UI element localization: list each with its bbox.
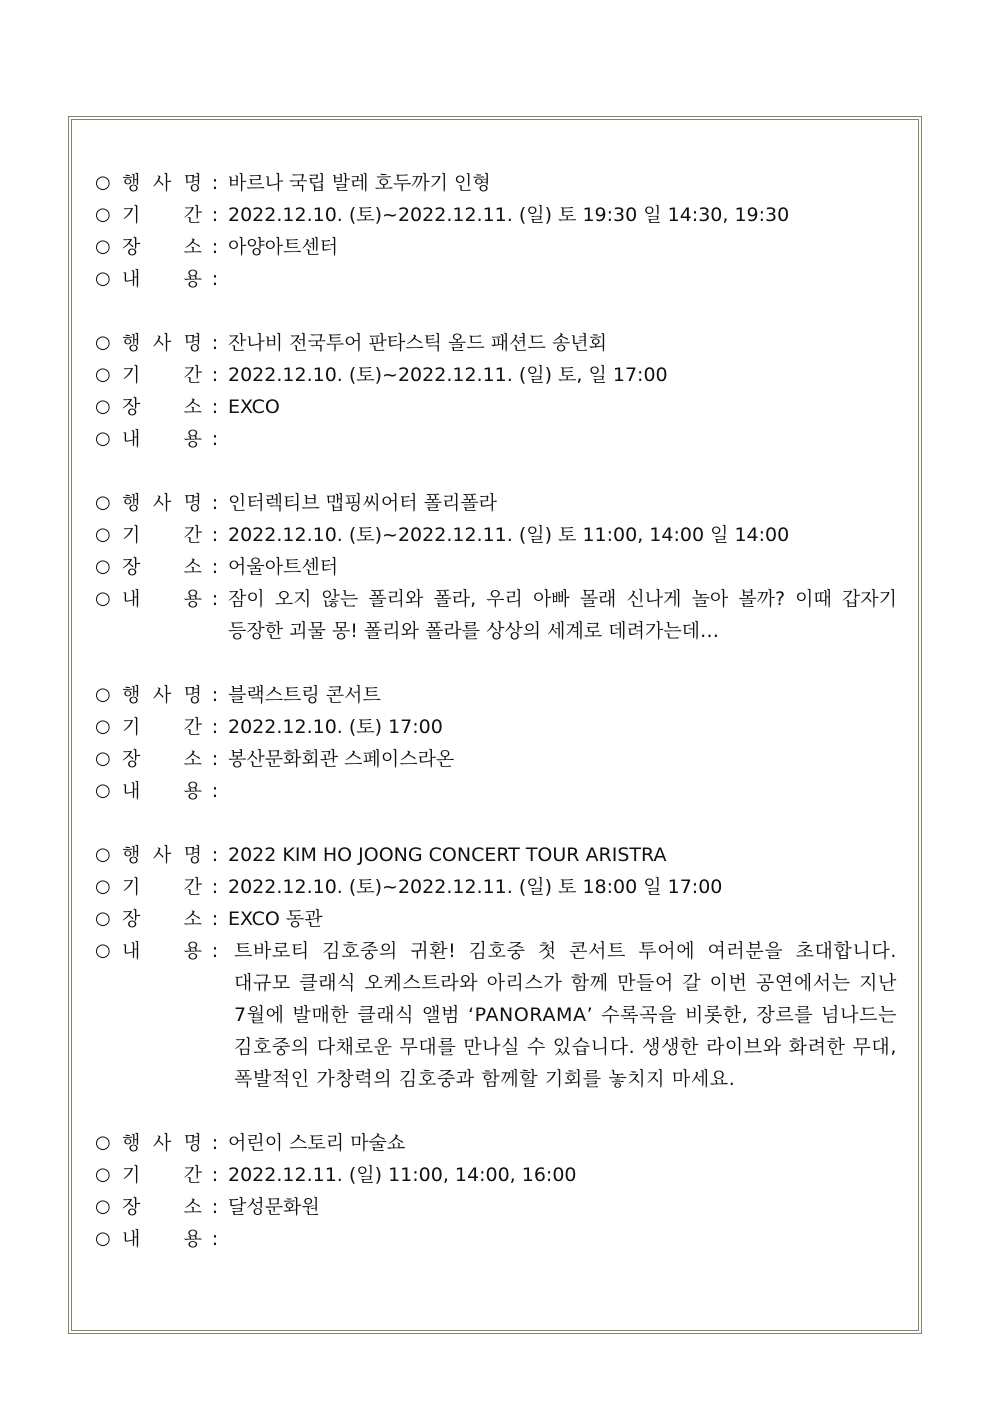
colon-separator: : (211, 1164, 219, 1186)
event-name-value: 2022 KIM HO JOONG CONCERT TOUR ARISTRA (228, 844, 667, 866)
event-place-value: 어울아트센터 (228, 556, 339, 578)
event-place-row (95, 231, 897, 263)
label-char: 간 (183, 524, 202, 546)
label-char: 내 (122, 1228, 141, 1250)
label-char: 명 (183, 172, 202, 194)
event-place-label (122, 1191, 202, 1223)
event-place-label (122, 903, 202, 935)
colon-separator: : (211, 492, 219, 514)
event-place-label (122, 231, 202, 263)
label-char: 사 (152, 172, 172, 194)
circle-bullet-icon: ○ (95, 396, 111, 417)
event-period-value: 2022.12.10. (토) 17:00 (228, 716, 443, 738)
circle-bullet-icon: ○ (95, 1164, 111, 1185)
label-char: 용 (183, 780, 202, 802)
circle-bullet-icon: ○ (95, 1132, 111, 1153)
circle-bullet-icon: ○ (95, 332, 111, 353)
label-char: 내 (122, 780, 141, 802)
event-period-value: 2022.12.10. (토)~2022.12.11. (일) 토, 일 17:00 (228, 364, 668, 386)
event-period-value: 2022.12.10. (토)~2022.12.11. (일) 토 19:30 일 14:30, 19:30 (228, 204, 790, 226)
label-char: 기 (122, 716, 141, 738)
circle-bullet-icon: ○ (95, 780, 111, 801)
colon-separator: : (211, 1196, 219, 1218)
event-period-label (122, 711, 202, 743)
event-content-value: 트바로티 김호중의 귀환! 김호중 첫 콘서트 투어에 여러분을 초대합니다. 대규모 클래식 오케스트라와 아리스가 함께 만들어 갈 이번 공연에서는 지난 7월에 발매한 클래식 앨범 ‘PANORAMA’ 수록곡을 비롯한, 장르를 넘나드는 김호중의 다채로운 무대를 만나실 수 있습니다. 생생한 라이브와 화려한 무대, 폭발적인 가창력의 김호중과 함께할 기회를 놓치지 마세요. (234, 940, 897, 1090)
label-char: 소 (183, 908, 202, 930)
label-char: 용 (183, 268, 202, 290)
circle-bullet-icon: ○ (95, 1228, 111, 1249)
label-char: 간 (183, 876, 202, 898)
colon-separator: : (211, 428, 219, 450)
label-char: 사 (152, 684, 172, 706)
circle-bullet-icon: ○ (95, 172, 111, 193)
circle-bullet-icon: ○ (95, 236, 111, 257)
circle-bullet-icon: ○ (95, 268, 111, 289)
event-name-row (95, 327, 897, 359)
colon-separator: : (211, 716, 219, 738)
colon-separator: : (211, 556, 219, 578)
event-list (95, 167, 897, 1287)
event-place-row (95, 743, 897, 775)
event-content-label (122, 583, 202, 615)
circle-bullet-icon: ○ (95, 204, 111, 225)
event-content-row (95, 263, 897, 295)
event-name-row (95, 839, 897, 871)
label-char: 사 (152, 332, 172, 354)
label-char: 명 (183, 332, 202, 354)
circle-bullet-icon: ○ (95, 684, 111, 705)
event-period-row (95, 1159, 897, 1191)
label-char: 장 (122, 236, 141, 258)
event-place-value: 달성문화원 (228, 1196, 320, 1218)
label-char: 행 (122, 332, 141, 354)
label-char: 소 (183, 396, 202, 418)
circle-bullet-icon: ○ (95, 876, 111, 897)
event-period-row (95, 519, 897, 551)
colon-separator: : (211, 748, 219, 770)
circle-bullet-icon: ○ (95, 748, 111, 769)
label-char: 명 (183, 492, 202, 514)
event-content-value: 잠이 오지 않는 폴리와 폴라, 우리 아빠 몰래 신나게 놀아 볼까? 이때 갑자기 등장한 괴물 몽! 폴리와 폴라를 상상의 세계로 데려가는데… (228, 588, 897, 642)
colon-separator: : (211, 236, 219, 258)
label-char: 행 (122, 684, 141, 706)
event-name-value: 인터렉티브 맵핑씨어터 폴리폴라 (228, 492, 498, 514)
event-name-label (122, 1127, 202, 1159)
event-period-value: 2022.12.10. (토)~2022.12.11. (일) 토 11:00, 14:00 일 14:00 (228, 524, 790, 546)
circle-bullet-icon: ○ (95, 428, 111, 449)
label-char: 장 (122, 748, 141, 770)
event-name-label (122, 839, 202, 871)
event-period-label (122, 359, 202, 391)
colon-separator: : (211, 684, 219, 706)
circle-bullet-icon: ○ (95, 524, 111, 545)
label-char: 사 (152, 1132, 172, 1154)
colon-separator: : (211, 844, 219, 866)
event-place-label (122, 391, 202, 423)
colon-separator: : (211, 876, 219, 898)
event-block (95, 487, 897, 647)
event-name-label (122, 487, 202, 519)
event-period-label (122, 519, 202, 551)
event-name-row (95, 679, 897, 711)
label-char: 간 (183, 716, 202, 738)
circle-bullet-icon: ○ (95, 844, 111, 865)
event-name-label (122, 167, 202, 199)
event-place-label (122, 743, 202, 775)
event-place-value: 아양아트센터 (228, 236, 339, 258)
event-period-label (122, 199, 202, 231)
colon-separator: : (211, 172, 219, 194)
label-char: 소 (183, 748, 202, 770)
colon-separator: : (211, 364, 219, 386)
event-place-label (122, 551, 202, 583)
colon-separator: : (211, 1228, 219, 1250)
event-block (95, 839, 897, 1095)
label-char: 장 (122, 1196, 141, 1218)
label-char: 행 (122, 492, 141, 514)
event-period-value: 2022.12.10. (토)~2022.12.11. (일) 토 18:00 일 17:00 (228, 876, 723, 898)
event-content-row (95, 935, 897, 1095)
label-char: 간 (183, 204, 202, 226)
event-block (95, 1127, 897, 1255)
event-place-row (95, 551, 897, 583)
circle-bullet-icon: ○ (95, 492, 111, 513)
event-block (95, 327, 897, 455)
label-char: 용 (183, 1228, 202, 1250)
event-content-label (122, 263, 202, 295)
circle-bullet-icon: ○ (95, 716, 111, 737)
label-char: 소 (183, 556, 202, 578)
colon-separator: : (211, 588, 219, 610)
event-place-value: EXCO 동관 (228, 908, 323, 930)
event-content-row (95, 583, 897, 647)
colon-separator: : (211, 524, 219, 546)
label-char: 용 (183, 940, 202, 962)
colon-separator: : (211, 332, 219, 354)
label-char: 장 (122, 908, 141, 930)
label-char: 내 (122, 268, 141, 290)
event-name-value: 바르나 국립 발레 호두까기 인형 (228, 172, 491, 194)
label-char: 행 (122, 844, 141, 866)
label-char: 행 (122, 1132, 141, 1154)
event-name-label (122, 679, 202, 711)
event-name-row (95, 1127, 897, 1159)
label-char: 내 (122, 588, 141, 610)
label-char: 간 (183, 364, 202, 386)
label-char: 행 (122, 172, 141, 194)
label-char: 기 (122, 204, 141, 226)
event-period-row (95, 711, 897, 743)
circle-bullet-icon: ○ (95, 556, 111, 577)
circle-bullet-icon: ○ (95, 908, 111, 929)
label-char: 기 (122, 364, 141, 386)
event-place-row (95, 1191, 897, 1223)
colon-separator: : (211, 268, 219, 290)
event-period-row (95, 199, 897, 231)
circle-bullet-icon: ○ (95, 588, 111, 609)
colon-separator: : (211, 204, 219, 226)
colon-separator: : (211, 780, 219, 802)
event-block (95, 679, 897, 807)
event-name-value: 어린이 스토리 마술쇼 (228, 1132, 406, 1154)
label-char: 사 (152, 492, 172, 514)
event-period-label (122, 1159, 202, 1191)
event-content-label (122, 1223, 202, 1255)
event-content-row (95, 423, 897, 455)
event-name-value: 블랙스트링 콘서트 (228, 684, 381, 706)
colon-separator: : (211, 396, 219, 418)
colon-separator: : (211, 1132, 219, 1154)
label-char: 장 (122, 396, 141, 418)
label-char: 내 (122, 428, 141, 450)
label-char: 용 (183, 588, 202, 610)
label-char: 기 (122, 1164, 141, 1186)
label-char: 기 (122, 524, 141, 546)
event-period-value: 2022.12.11. (일) 11:00, 14:00, 16:00 (228, 1164, 577, 1186)
colon-separator: : (211, 908, 219, 930)
label-char: 명 (183, 1132, 202, 1154)
label-char: 명 (183, 844, 202, 866)
event-period-row (95, 871, 897, 903)
event-block (95, 167, 897, 295)
event-place-value: EXCO (228, 396, 280, 418)
event-content-row (95, 1223, 897, 1255)
event-name-label (122, 327, 202, 359)
label-char: 소 (183, 236, 202, 258)
event-content-label (122, 423, 202, 455)
event-place-row (95, 391, 897, 423)
label-char: 명 (183, 684, 202, 706)
circle-bullet-icon: ○ (95, 364, 111, 385)
circle-bullet-icon: ○ (95, 1196, 111, 1217)
event-place-row (95, 903, 897, 935)
label-char: 소 (183, 1196, 202, 1218)
circle-bullet-icon: ○ (95, 940, 111, 961)
event-content-row (95, 775, 897, 807)
event-place-value: 봉산문화회관 스페이스라온 (228, 748, 455, 770)
colon-separator: : (211, 940, 219, 962)
event-name-row (95, 487, 897, 519)
event-name-row (95, 167, 897, 199)
label-char: 간 (183, 1164, 202, 1186)
label-char: 내 (122, 940, 141, 962)
event-period-label (122, 871, 202, 903)
label-char: 사 (152, 844, 172, 866)
label-char: 기 (122, 876, 141, 898)
label-char: 장 (122, 556, 141, 578)
event-period-row (95, 359, 897, 391)
label-char: 용 (183, 428, 202, 450)
event-content-label (122, 935, 202, 967)
event-content-label (122, 775, 202, 807)
event-name-value: 잔나비 전국투어 판타스틱 올드 패션드 송년회 (228, 332, 607, 354)
